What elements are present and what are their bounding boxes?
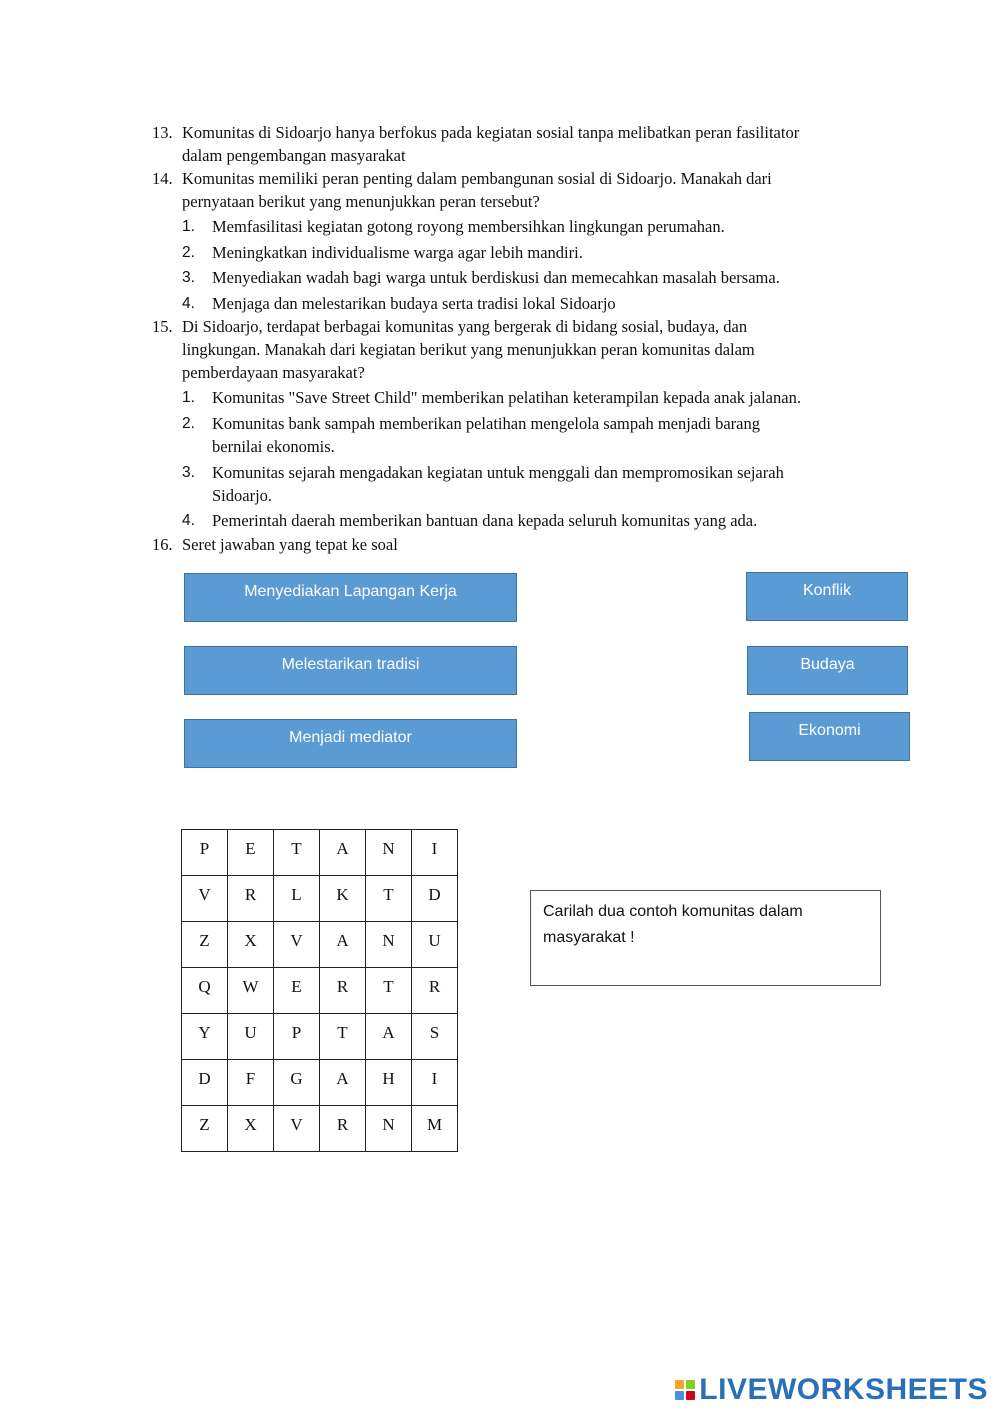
grid-cell[interactable]: R xyxy=(228,876,274,922)
q13-number: 13. xyxy=(152,123,173,142)
q14-option-2-text: Meningkatkan individualisme warga agar lebih mandiri. xyxy=(212,243,583,262)
grid-cell[interactable]: X xyxy=(228,1106,274,1152)
grid-cell[interactable]: M xyxy=(412,1106,458,1152)
q14-text xyxy=(182,167,772,213)
grid-cell[interactable]: Z xyxy=(182,922,228,968)
q15-line-3: pemberdayaan masyarakat? xyxy=(182,363,365,382)
liveworksheets-wordmark: LIVEWORKSHEETS xyxy=(699,1373,988,1406)
q15-option-4-number: 4. xyxy=(182,512,195,529)
grid-cell[interactable]: R xyxy=(320,968,366,1014)
q16-number: 16. xyxy=(152,535,173,554)
grid-row xyxy=(182,1106,458,1152)
q15-option-2-line-2: bernilai ekonomis. xyxy=(212,437,335,456)
q14-option-2-number: 2. xyxy=(182,244,195,261)
q14-option-4-text: Menjaga dan melestarikan budaya serta tradisi lokal Sidoarjo xyxy=(212,294,616,313)
grid-row xyxy=(182,1014,458,1060)
grid-cell[interactable]: G xyxy=(274,1060,320,1106)
grid-cell[interactable]: H xyxy=(366,1060,412,1106)
grid-cell[interactable]: V xyxy=(274,1106,320,1152)
q15-option-3-line-2: Sidoarjo. xyxy=(212,486,273,505)
grid-cell[interactable]: Q xyxy=(182,968,228,1014)
q15-option-2-line-1: Komunitas bank sampah memberikan pelatihan mengelola sampah menjadi barang xyxy=(212,414,760,433)
logo-square-4 xyxy=(686,1391,695,1400)
grid-cell[interactable]: T xyxy=(366,876,412,922)
grid-cell[interactable]: P xyxy=(182,830,228,876)
grid-cell[interactable]: U xyxy=(412,922,458,968)
q15-line-2: lingkungan. Manakah dari kegiatan berikut yang menunjukkan peran komunitas dalam xyxy=(182,340,755,359)
grid-row xyxy=(182,922,458,968)
drag-item-menyediakan-lapangan-kerja[interactable]: Menyediakan Lapangan Kerja xyxy=(184,573,517,622)
grid-cell[interactable]: R xyxy=(320,1106,366,1152)
q15-line-1: Di Sidoarjo, terdapat berbagai komunitas yang bergerak di bidang sosial, budaya, dan xyxy=(182,317,748,336)
grid-cell[interactable]: U xyxy=(228,1014,274,1060)
q14-option-3-number: 3. xyxy=(182,269,195,286)
q14-option-1-text: Memfasilitasi kegiatan gotong royong membersihkan lingkungan perumahan. xyxy=(212,217,725,236)
grid-cell[interactable]: E xyxy=(274,968,320,1014)
grid-cell[interactable]: A xyxy=(320,1060,366,1106)
q15-option-1-text: Komunitas "Save Street Child" memberikan pelatihan keterampilan kepada anak jalanan. xyxy=(212,388,801,407)
q14-option-4-number: 4. xyxy=(182,295,195,312)
q15-option-4-text: Pemerintah daerah memberikan bantuan dana kepada seluruh komunitas yang ada. xyxy=(212,511,758,530)
word-search-grid xyxy=(181,829,458,1152)
grid-cell[interactable]: D xyxy=(182,1060,228,1106)
q14-number: 14. xyxy=(152,169,173,188)
grid-cell[interactable]: V xyxy=(182,876,228,922)
q14-option-3-text: Menyediakan wadah bagi warga untuk berdiskusi dan memecahkan masalah bersama. xyxy=(212,268,780,287)
liveworksheets-logo xyxy=(675,1373,988,1407)
grid-cell[interactable]: Z xyxy=(182,1106,228,1152)
q15-option-2-number: 2. xyxy=(182,415,195,432)
q14-line-2: pernyataan berikut yang menunjukkan peran tersebut? xyxy=(182,192,540,211)
grid-cell[interactable]: L xyxy=(274,876,320,922)
drag-item-menjadi-mediator[interactable]: Menjadi mediator xyxy=(184,719,517,768)
grid-cell[interactable]: I xyxy=(412,830,458,876)
grid-cell[interactable]: A xyxy=(320,830,366,876)
q13-text xyxy=(182,121,799,167)
grid-cell[interactable]: N xyxy=(366,1106,412,1152)
grid-cell[interactable]: T xyxy=(274,830,320,876)
drop-target-budaya[interactable]: Budaya xyxy=(747,646,908,695)
grid-cell[interactable]: I xyxy=(412,1060,458,1106)
grid-row xyxy=(182,876,458,922)
drop-target-konflik[interactable]: Konflik xyxy=(746,572,908,621)
q15-option-3-line-1: Komunitas sejarah mengadakan kegiatan untuk menggali dan mempromosikan sejarah xyxy=(212,463,784,482)
q16-text: Seret jawaban yang tepat ke soal xyxy=(182,535,398,554)
logo-square-3 xyxy=(675,1391,684,1400)
q14-line-1: Komunitas memiliki peran penting dalam pembangunan sosial di Sidoarjo. Manakah dari xyxy=(182,169,772,188)
grid-cell[interactable]: W xyxy=(228,968,274,1014)
grid-cell[interactable]: Y xyxy=(182,1014,228,1060)
grid-cell[interactable]: N xyxy=(366,830,412,876)
q15-text xyxy=(182,315,755,384)
q15-option-1-number: 1. xyxy=(182,389,195,406)
q15-option-3-number: 3. xyxy=(182,464,195,481)
logo-square-1 xyxy=(675,1380,684,1389)
grid-cell[interactable]: D xyxy=(412,876,458,922)
q15-option-2-text xyxy=(212,412,760,458)
grid-row xyxy=(182,968,458,1014)
drop-target-ekonomi[interactable]: Ekonomi xyxy=(749,712,910,761)
grid-cell[interactable]: A xyxy=(366,1014,412,1060)
grid-cell[interactable]: E xyxy=(228,830,274,876)
grid-row xyxy=(182,830,458,876)
grid-row xyxy=(182,1060,458,1106)
logo-square-2 xyxy=(686,1380,695,1389)
instruction-line-2: masyarakat ! xyxy=(543,929,635,946)
q14-option-1-number: 1. xyxy=(182,218,195,235)
grid-cell[interactable]: P xyxy=(274,1014,320,1060)
grid-cell[interactable]: A xyxy=(320,922,366,968)
q13-line-1: Komunitas di Sidoarjo hanya berfokus pada kegiatan sosial tanpa melibatkan peran fasilitator xyxy=(182,123,800,142)
grid-cell[interactable]: K xyxy=(320,876,366,922)
word-search-instruction xyxy=(530,890,881,986)
grid-cell[interactable]: S xyxy=(412,1014,458,1060)
q15-number: 15. xyxy=(152,317,173,336)
q13-line-2: dalam pengembangan masyarakat xyxy=(182,146,406,165)
grid-cell[interactable]: X xyxy=(228,922,274,968)
grid-cell[interactable]: R xyxy=(412,968,458,1014)
grid-cell[interactable]: N xyxy=(366,922,412,968)
q15-option-3-text xyxy=(212,461,784,507)
liveworksheets-icon xyxy=(675,1380,695,1400)
grid-cell[interactable]: T xyxy=(366,968,412,1014)
grid-cell[interactable]: F xyxy=(228,1060,274,1106)
grid-cell[interactable]: V xyxy=(274,922,320,968)
instruction-line-1: Carilah dua contoh komunitas dalam xyxy=(543,903,803,920)
drag-item-melestarikan-tradisi[interactable]: Melestarikan tradisi xyxy=(184,646,517,695)
grid-cell[interactable]: T xyxy=(320,1014,366,1060)
